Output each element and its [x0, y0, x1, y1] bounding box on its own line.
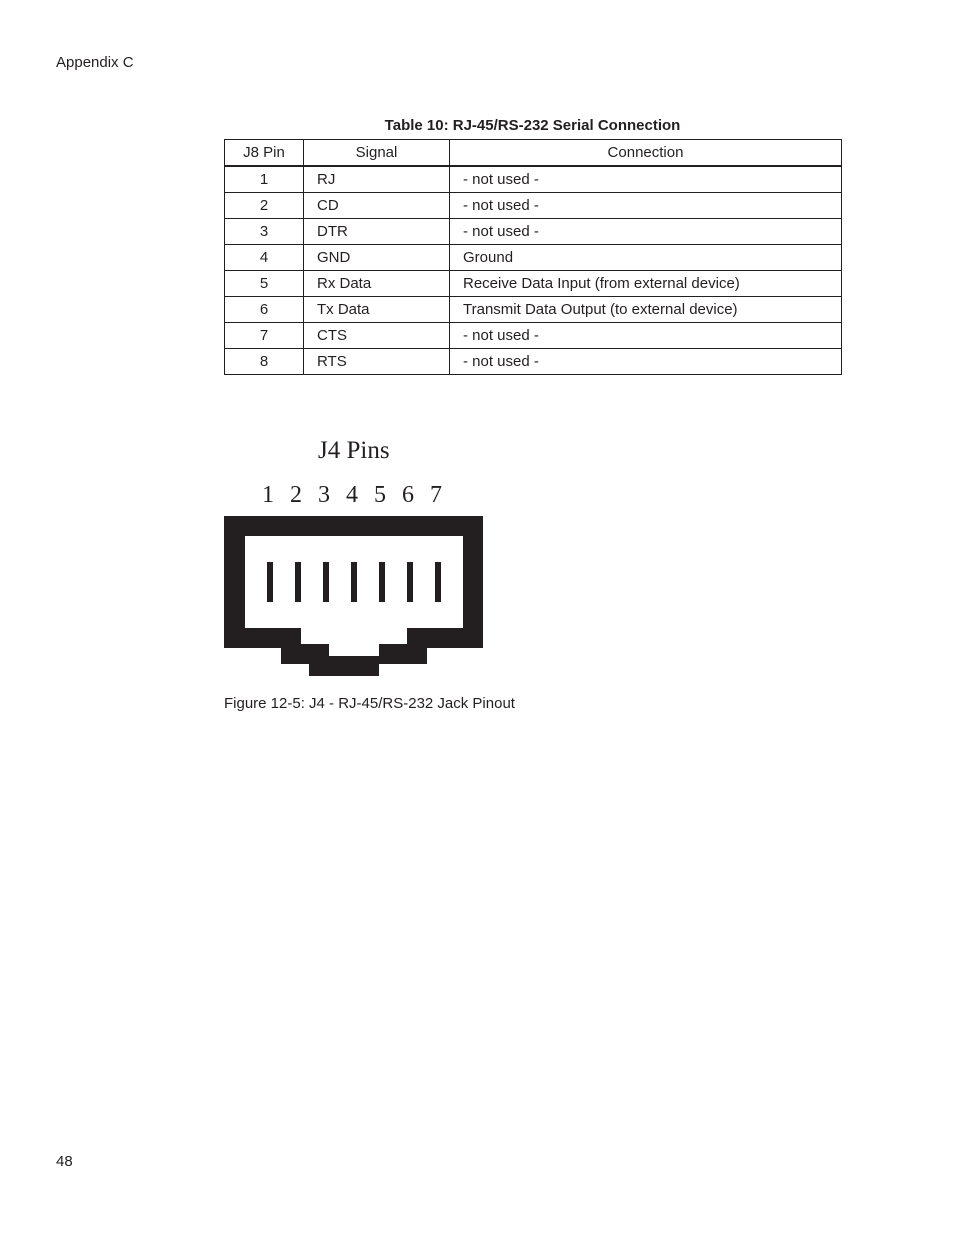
pin-contact — [407, 562, 413, 602]
pin-number-label: 1 — [262, 482, 274, 508]
table-row — [225, 219, 842, 245]
pin-contact — [351, 562, 357, 602]
table-row — [225, 349, 842, 375]
signal-cell: Tx Data — [304, 297, 450, 323]
connection-cell: Transmit Data Output (to external device) — [450, 297, 842, 323]
connection-cell: - not used - — [450, 219, 842, 245]
table-row — [225, 166, 842, 193]
pin-number-label: 5 — [374, 482, 386, 508]
pin-contact — [323, 562, 329, 602]
signal-cell: DTR — [304, 219, 450, 245]
pin-cell: 3 — [225, 219, 304, 245]
pin-contact — [379, 562, 385, 602]
pin-contact — [435, 562, 441, 602]
serial-connection-table — [224, 139, 842, 375]
column-header-pin: J8 Pin — [225, 140, 304, 167]
signal-cell: CTS — [304, 323, 450, 349]
signal-cell: GND — [304, 245, 450, 271]
connection-cell: - not used - — [450, 323, 842, 349]
connection-cell: Ground — [450, 245, 842, 271]
pin-contact — [295, 562, 301, 602]
connection-cell: Receive Data Input (from external device) — [450, 271, 842, 297]
pin-cell: 1 — [225, 166, 304, 193]
pin-number-label: 7 — [430, 482, 442, 508]
pin-cell: 7 — [225, 323, 304, 349]
pin-number-label: 6 — [402, 482, 414, 508]
figure-caption: Figure 12-5: J4 - RJ-45/RS-232 Jack Pinout — [224, 695, 515, 712]
pin-cell: 8 — [225, 349, 304, 375]
pin-number-label: 2 — [290, 482, 302, 508]
pin-number-label: 4 — [346, 482, 358, 508]
pin-cell: 2 — [225, 193, 304, 219]
connection-cell: - not used - — [450, 166, 842, 193]
pin-cell: 4 — [225, 245, 304, 271]
column-header-connection: Connection — [450, 140, 842, 167]
pin-cell: 5 — [225, 271, 304, 297]
table-row — [225, 297, 842, 323]
page-number: 48 — [56, 1153, 73, 1170]
table-header-row — [225, 140, 842, 167]
running-head: Appendix C — [56, 54, 134, 71]
signal-cell: RTS — [304, 349, 450, 375]
table-row — [225, 193, 842, 219]
signal-cell: CD — [304, 193, 450, 219]
table-title: Table 10: RJ-45/RS-232 Serial Connection — [384, 117, 681, 134]
connection-cell: - not used - — [450, 193, 842, 219]
connection-cell: - not used - — [450, 349, 842, 375]
pin-cell: 6 — [225, 297, 304, 323]
pin-number-label: 3 — [318, 482, 330, 508]
signal-cell: RJ — [304, 166, 450, 193]
table-row — [225, 271, 842, 297]
column-header-signal: Signal — [304, 140, 450, 167]
pin-contact — [267, 562, 273, 602]
rj45-jack-diagram — [224, 516, 483, 676]
table-row — [225, 323, 842, 349]
table-row — [225, 245, 842, 271]
signal-cell: Rx Data — [304, 271, 450, 297]
figure-title: J4 Pins — [318, 437, 390, 464]
